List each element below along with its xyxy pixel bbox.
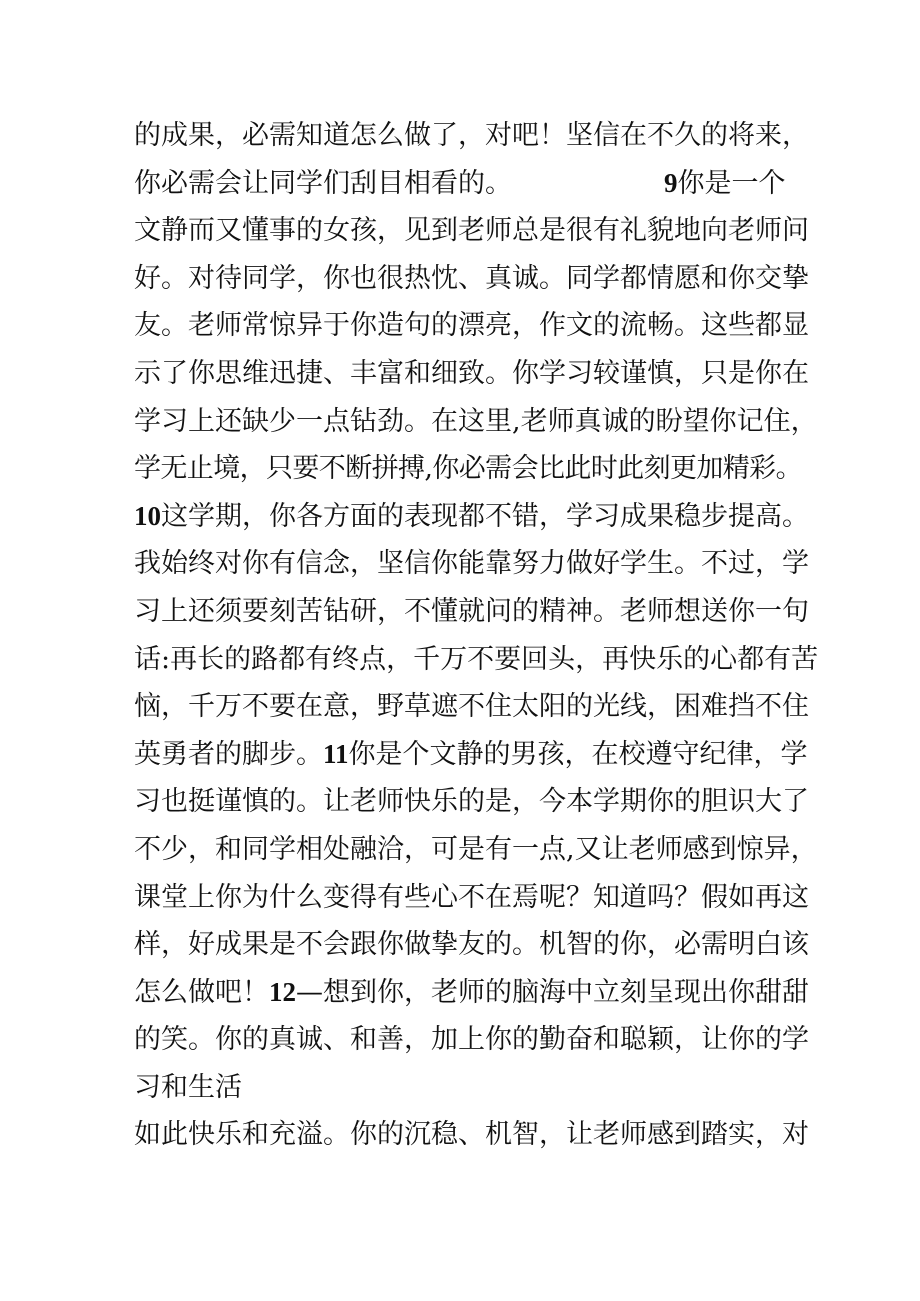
line-text: 的成果，必需知道怎么做了，对吧！坚信在不久的将来， <box>134 120 809 151</box>
line-text: 你是个文静的男孩，在校遵守纪律，学 <box>348 738 808 770</box>
line-text: 习和生活 <box>134 1071 242 1103</box>
line-text: 不少，和同学相处融洽，可是有一点,又让老师感到惊异， <box>134 833 818 865</box>
text-line <box>134 1111 809 1159</box>
line-text: 习也挺谨慎的。让老师快乐的是，今本学期你的胆识大了 <box>134 786 809 818</box>
text-line <box>134 1064 794 1112</box>
text-line <box>134 969 809 1017</box>
line-text: 你必需会让同学们刮目相看的。 <box>134 167 512 199</box>
text-line <box>134 398 818 446</box>
text-line <box>134 540 809 588</box>
text-line <box>134 493 809 541</box>
item-number: 12 <box>269 976 296 1007</box>
line-text: 文静而又懂事的女孩，见到老师总是很有礼貌地向老师问 <box>134 215 809 247</box>
line-text: 学无止境，只要不断拼搏,你必需会比此时此刻更加精彩。 <box>134 453 802 485</box>
line-text: 课堂上你为什么变得有些心不在焉呢？知道吗？假如再这 <box>134 881 809 913</box>
item-number: 10 <box>134 500 161 531</box>
line-text: 你是一个 <box>677 167 786 199</box>
item-number: 11 <box>323 738 349 769</box>
line-text: 英勇者的脚步。 <box>134 738 323 770</box>
line-text: 如此快乐和充溢。你的沉稳、机智，让老师感到踏实，对 <box>134 1119 809 1151</box>
line-text: 示了你思维迅捷、丰富和细致。你学习较谨慎，只是你在 <box>134 357 809 389</box>
text-line <box>134 302 809 350</box>
line-text: 的笑。你的真诚、和善，加上你的勤奋和聪颖，让你的学 <box>134 1024 809 1056</box>
text-line <box>134 445 802 493</box>
text-line <box>134 112 809 160</box>
line-text: 怎么做吧！ <box>134 976 269 1008</box>
text-line <box>134 588 809 636</box>
line-text: 友。老师常惊异于你造句的漂亮，作文的流畅。这些都显 <box>134 310 809 342</box>
text-line <box>134 207 809 255</box>
text-line <box>134 826 818 874</box>
line-text: 习上还须要刻苦钻研，不懂就问的精神。老师想送你一句 <box>134 595 809 627</box>
text-line <box>134 731 808 779</box>
text-line <box>134 874 809 922</box>
text-line <box>134 683 809 731</box>
text-line <box>134 636 819 684</box>
text-line <box>134 1016 809 1064</box>
text-line <box>134 160 794 208</box>
line-text: 话:再长的路都有终点，千万不要回头，再快乐的心都有苦 <box>134 643 819 675</box>
line-text: 这学期，你各方面的表现都不错，学习成果稳步提高。 <box>161 500 809 532</box>
text-line <box>134 778 809 826</box>
text-line <box>134 921 809 969</box>
line-text: 恼，千万不要在意，野草遮不住太阳的光线，困难挡不住 <box>134 691 809 723</box>
item-number: 9 <box>664 167 678 198</box>
line-text: 好。对待同学，你也很热忱、真诚。同学都情愿和你交挚 <box>134 262 809 294</box>
line-text: 我始终对你有信念，坚信你能靠努力做好学生。不过，学 <box>134 548 809 580</box>
line-text: 样，好成果是不会跟你做挚友的。机智的你，必需明白该 <box>134 929 809 961</box>
comment-text-body <box>134 112 819 1159</box>
text-line <box>134 350 809 398</box>
line-text: —想到你，老师的脑海中立刻呈现出你甜甜 <box>296 976 809 1008</box>
text-line <box>134 255 809 303</box>
line-text: 学习上还缺少一点钻劲。在这里,老师真诚的盼望你记住， <box>134 405 818 437</box>
